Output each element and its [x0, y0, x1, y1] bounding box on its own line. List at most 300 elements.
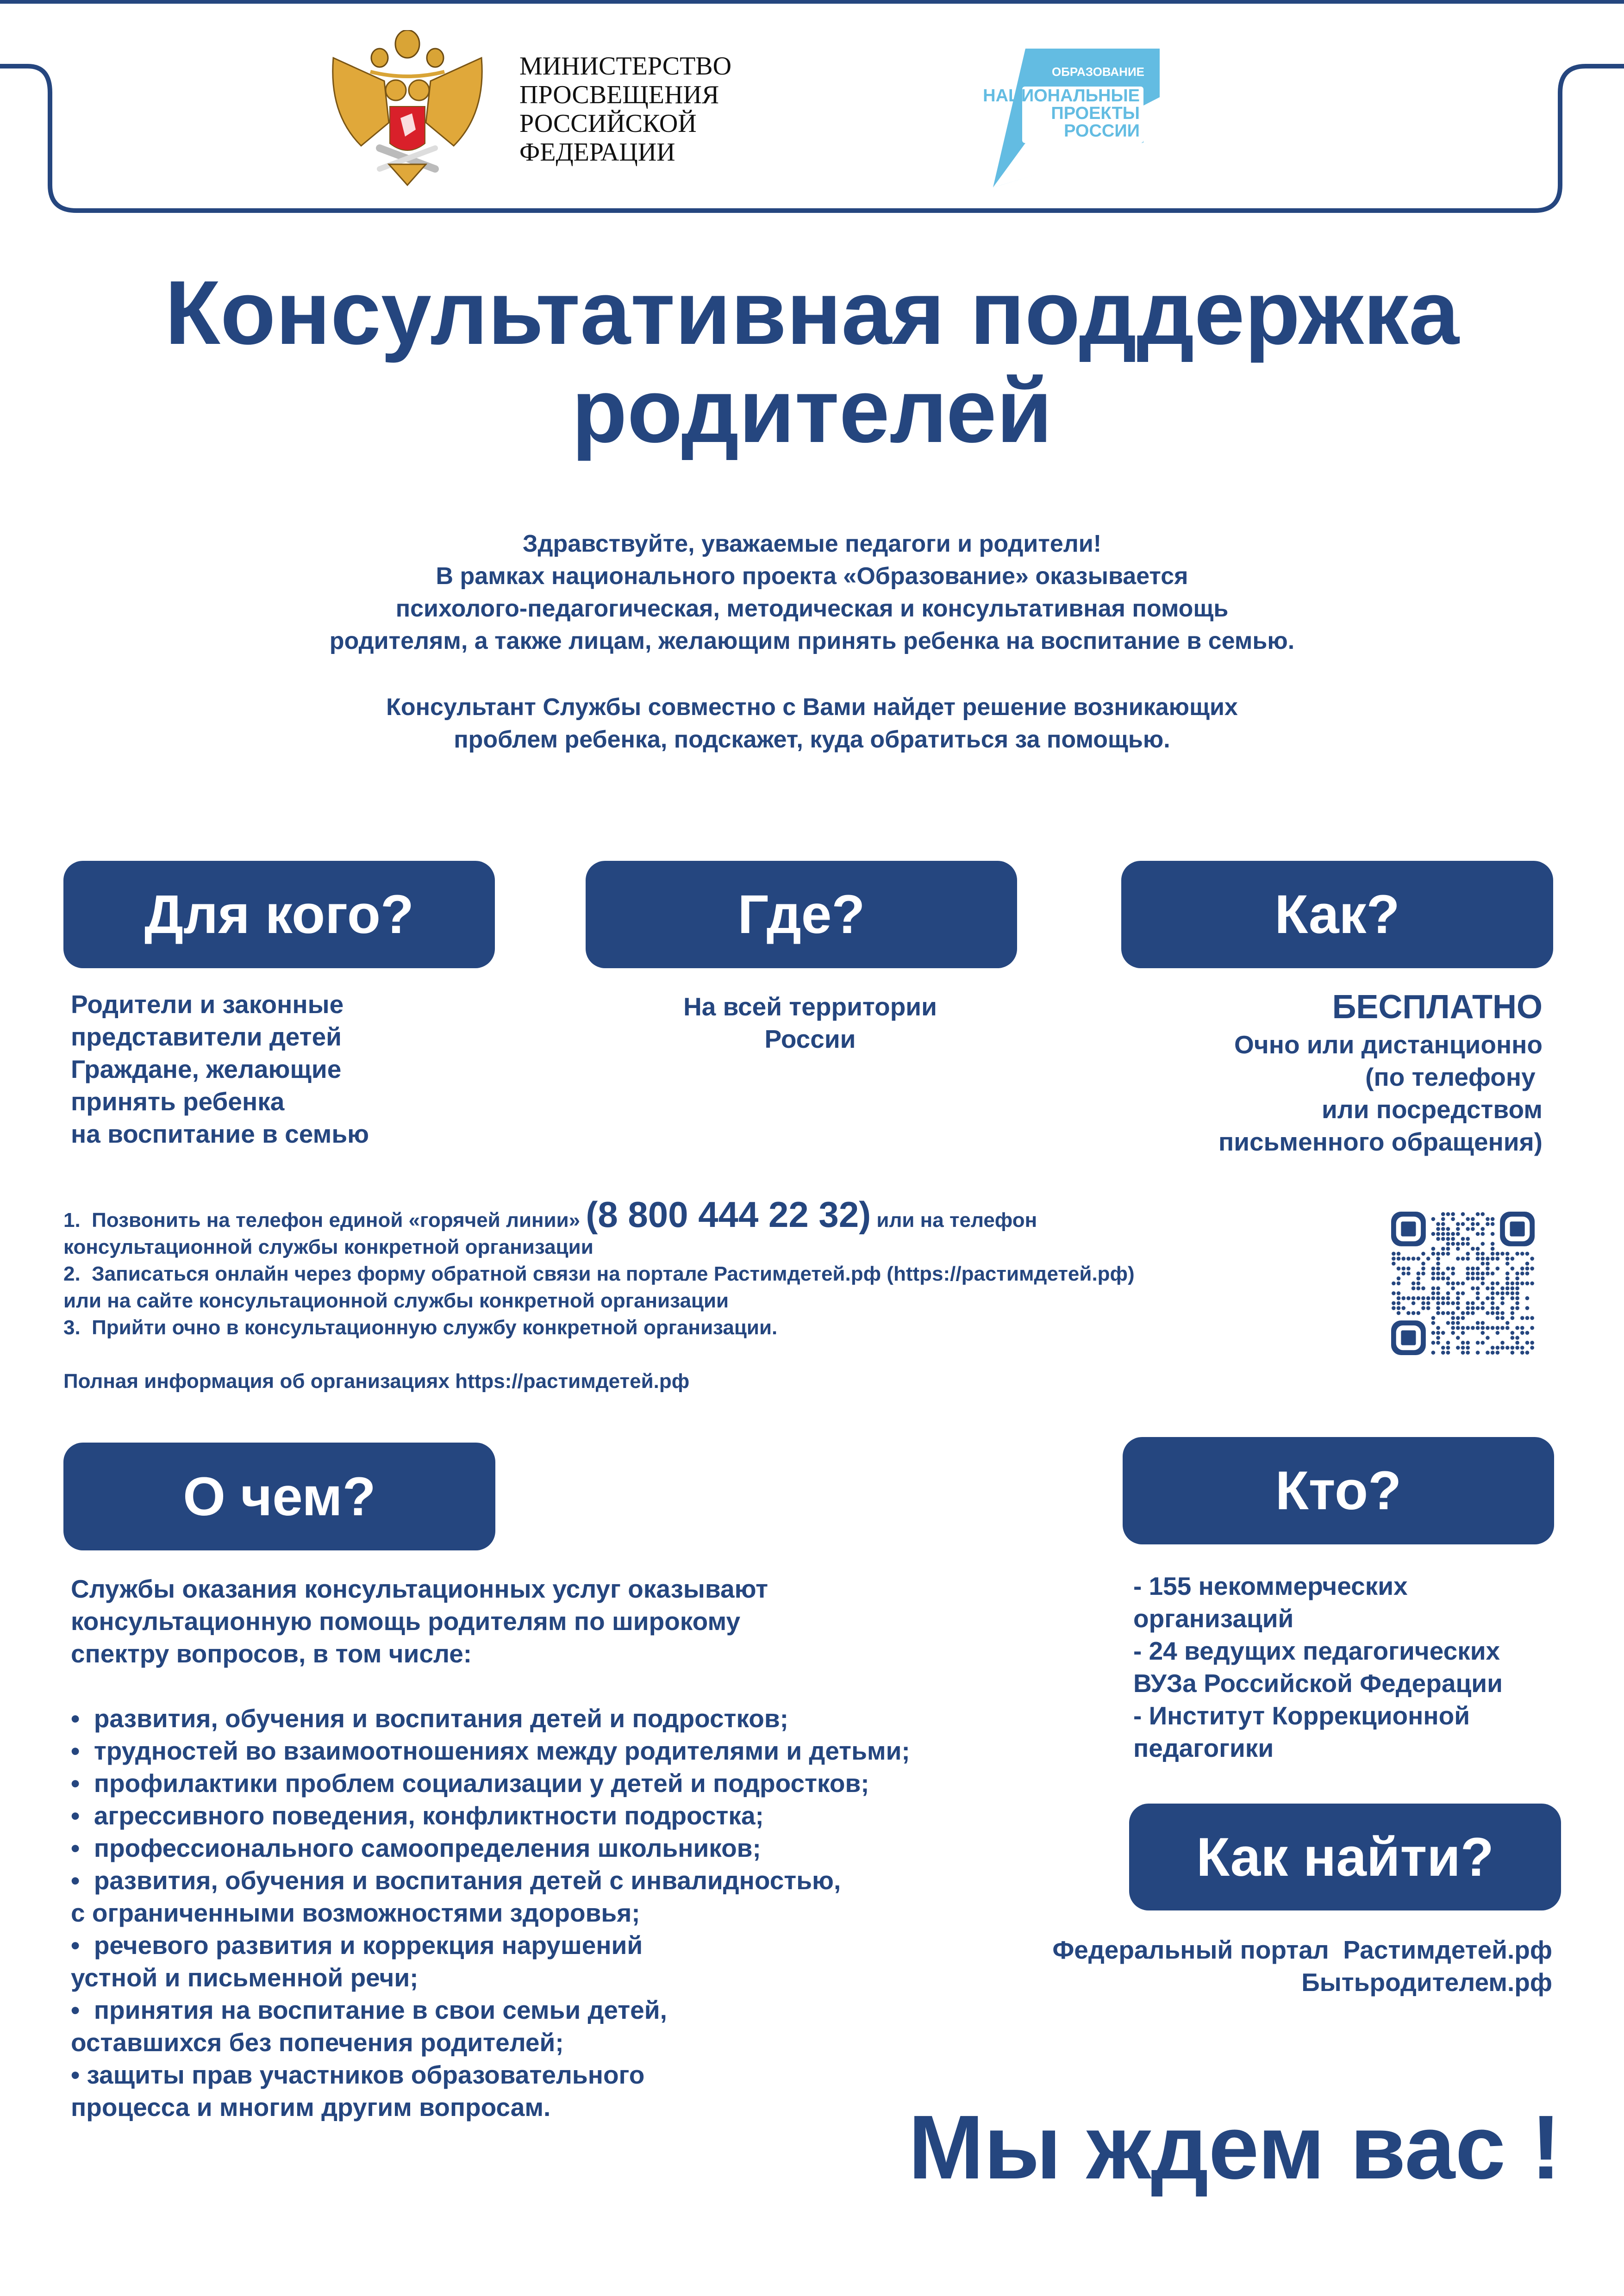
where-text	[586, 990, 1035, 1055]
qr-module	[1431, 1296, 1436, 1300]
qr-module	[1500, 1316, 1505, 1320]
qr-module	[1446, 1291, 1450, 1295]
qr-module	[1417, 1276, 1421, 1281]
contact-item-2: 2. Записаться онлайн через форму обратной связи на портале Растимдетей.рф (https://растимдетей.рф)	[63, 1263, 1135, 1285]
qr-module	[1397, 1306, 1401, 1310]
qr-module	[1476, 1291, 1480, 1295]
qr-module	[1441, 1301, 1445, 1305]
qr-module	[1451, 1301, 1455, 1305]
qr-module	[1500, 1326, 1505, 1330]
qr-module	[1486, 1267, 1490, 1271]
qr-module	[1397, 1301, 1401, 1305]
qr-module	[1401, 1267, 1405, 1271]
qr-module	[1461, 1282, 1465, 1286]
about-intro-line: Службы оказания консультационных услуг оказывают	[71, 1574, 768, 1603]
qr-module	[1431, 1232, 1436, 1236]
qr-module	[1511, 1346, 1515, 1350]
qr-module	[1466, 1346, 1470, 1350]
qr-module	[1406, 1271, 1411, 1276]
qr-module	[1496, 1331, 1500, 1335]
qr-module	[1446, 1267, 1450, 1271]
qr-module	[1530, 1257, 1534, 1261]
qr-module	[1446, 1252, 1450, 1256]
heading-how	[1121, 861, 1553, 968]
qr-module	[1476, 1306, 1480, 1310]
qr-module	[1515, 1282, 1519, 1286]
page-title-line: родителей	[571, 360, 1053, 461]
qr-module	[1436, 1227, 1440, 1231]
who-line: - 24 ведущих педагогических	[1133, 1636, 1500, 1665]
heading-about-label: О чем?	[183, 1466, 376, 1527]
qr-module	[1441, 1232, 1445, 1236]
about-bullet: • агрессивного поведения, конфликтности подростка;	[71, 1801, 764, 1830]
qr-module	[1505, 1271, 1510, 1276]
qr-module	[1480, 1341, 1485, 1345]
about-bullet: • трудностей во взаимоотношениях между родителями и детьми;	[71, 1736, 910, 1765]
np-logo-text	[972, 87, 1140, 140]
qr-module	[1461, 1346, 1465, 1350]
qr-module	[1466, 1252, 1470, 1256]
qr-module	[1480, 1301, 1485, 1305]
for-whom-line: представители детей	[71, 1022, 342, 1051]
qr-module	[1511, 1306, 1515, 1310]
qr-module	[1515, 1341, 1519, 1345]
qr-module	[1511, 1331, 1515, 1335]
qr-module	[1500, 1341, 1505, 1345]
qr-module	[1480, 1306, 1485, 1310]
how-line: (по телефону	[1365, 1063, 1543, 1091]
qr-module	[1491, 1306, 1495, 1310]
qr-module	[1491, 1326, 1495, 1330]
qr-module	[1451, 1316, 1455, 1320]
hotline-phone[interactable]: (8 800 444 22 32)	[586, 1194, 871, 1235]
ministry-line: МИНИСТЕРСТВО	[519, 52, 732, 81]
qr-module	[1466, 1276, 1470, 1281]
qr-module	[1476, 1286, 1480, 1290]
qr-module	[1505, 1321, 1510, 1325]
qr-module	[1392, 1252, 1396, 1256]
qr-module	[1431, 1271, 1436, 1276]
qr-module	[1456, 1306, 1460, 1310]
qr-module	[1421, 1296, 1425, 1300]
qr-module	[1486, 1311, 1490, 1315]
where-line: На всей территории	[683, 992, 937, 1021]
qr-module	[1456, 1346, 1460, 1350]
qr-module	[1441, 1271, 1445, 1276]
qr-module	[1491, 1311, 1495, 1315]
qr-module	[1466, 1341, 1470, 1345]
qr-module	[1471, 1217, 1475, 1221]
about-bullet: оставшихся без попечения родителей;	[71, 2028, 564, 2057]
for-whom-line: Родители и законные	[71, 990, 344, 1019]
qr-module	[1515, 1326, 1519, 1330]
qr-module	[1515, 1346, 1519, 1350]
qr-module	[1426, 1296, 1430, 1300]
qr-module	[1491, 1271, 1495, 1276]
for-whom-line: принять ребенка	[71, 1087, 285, 1116]
qr-module	[1431, 1276, 1436, 1281]
page-title	[0, 264, 1624, 460]
qr-module	[1500, 1291, 1505, 1295]
qr-module	[1476, 1222, 1480, 1226]
qr-module	[1412, 1282, 1416, 1286]
qr-module	[1496, 1252, 1500, 1256]
qr-module	[1486, 1262, 1490, 1266]
qr-module	[1441, 1252, 1445, 1256]
qr-module	[1461, 1222, 1465, 1226]
heading-who	[1123, 1437, 1554, 1544]
np-logo-top-label: ОБРАЗОВАНИЕ	[1052, 65, 1144, 79]
contact-item-1-line2: консультационной службы конкретной организации	[63, 1236, 593, 1258]
qr-module	[1471, 1276, 1475, 1281]
qr-module	[1446, 1237, 1450, 1241]
qr-module	[1441, 1222, 1445, 1226]
intro-line: родителям, а также лицам, желающим принять ребенка на воспитание в семью.	[329, 628, 1295, 654]
qr-module	[1505, 1276, 1510, 1281]
about-text	[71, 1573, 910, 2123]
qr-module	[1471, 1222, 1475, 1226]
qr-module	[1441, 1350, 1445, 1355]
qr-module	[1505, 1291, 1510, 1295]
qr-module	[1486, 1336, 1490, 1340]
qr-module	[1397, 1267, 1401, 1271]
qr-module	[1486, 1222, 1490, 1226]
qr-module	[1515, 1286, 1519, 1290]
qr-module	[1412, 1286, 1416, 1290]
about-intro-line: консультационную помощь родителям по широкому	[71, 1607, 741, 1636]
qr-module	[1515, 1252, 1519, 1256]
for-whom-line: на воспитание в семью	[71, 1120, 369, 1148]
qr-module	[1401, 1296, 1405, 1300]
qr-module	[1466, 1237, 1470, 1241]
heading-for-whom	[63, 861, 495, 968]
qr-module	[1441, 1296, 1445, 1300]
qr-module	[1436, 1336, 1440, 1340]
qr-module	[1417, 1271, 1421, 1276]
qr-module	[1446, 1296, 1450, 1300]
who-text	[1133, 1570, 1503, 1764]
qr-module	[1500, 1301, 1505, 1305]
qr-module	[1436, 1271, 1440, 1276]
np-logo-line: РОССИИ	[1064, 121, 1140, 141]
qr-module	[1471, 1286, 1475, 1290]
qr-module	[1431, 1291, 1436, 1295]
qr-module	[1446, 1321, 1450, 1325]
qr-module	[1500, 1252, 1505, 1256]
about-bullet: • профилактики проблем социализации у детей и подростков;	[71, 1769, 869, 1798]
qr-module	[1446, 1346, 1450, 1350]
how-line: Очно или дистанционно	[1234, 1030, 1543, 1059]
qr-module	[1520, 1331, 1524, 1335]
qr-module	[1451, 1282, 1455, 1286]
emblem-icon	[310, 30, 505, 187]
about-bullet: с ограниченными возможностями здоровья;	[71, 1898, 640, 1927]
qr-module	[1436, 1237, 1440, 1241]
qr-module	[1486, 1217, 1490, 1221]
qr-module	[1476, 1296, 1480, 1300]
qr-module	[1505, 1286, 1510, 1290]
qr-module	[1491, 1301, 1495, 1305]
qr-module	[1511, 1291, 1515, 1295]
about-bullet: • речевого развития и коррекция нарушений	[71, 1931, 643, 1960]
how-line: или посредством	[1321, 1095, 1543, 1124]
qr-module	[1456, 1247, 1460, 1251]
qr-module	[1480, 1242, 1485, 1246]
byt-roditelem-link[interactable]: Бытьродителем.рф	[1301, 1968, 1552, 1997]
qr-module	[1441, 1346, 1445, 1350]
qr-module	[1431, 1217, 1436, 1221]
qr-module	[1431, 1321, 1436, 1325]
qr-module	[1511, 1286, 1515, 1290]
qr-module	[1471, 1306, 1475, 1310]
qr-module	[1421, 1286, 1425, 1290]
qr-module	[1401, 1306, 1405, 1310]
qr-module	[1496, 1316, 1500, 1320]
qr-module	[1511, 1311, 1515, 1315]
qr-module	[1476, 1232, 1480, 1236]
header-frame	[0, 0, 1624, 222]
qr-finder-inner	[1510, 1221, 1525, 1236]
qr-module	[1431, 1252, 1436, 1256]
qr-module	[1505, 1326, 1510, 1330]
qr-module	[1461, 1331, 1465, 1335]
for-whom-text	[71, 988, 369, 1150]
qr-module	[1392, 1301, 1396, 1305]
qr-module	[1496, 1311, 1500, 1315]
qr-module	[1520, 1346, 1524, 1350]
qr-module	[1397, 1276, 1401, 1281]
np-logo-line: НАЦИОНАЛЬНЫЕ	[983, 86, 1140, 106]
qr-module	[1397, 1291, 1401, 1295]
qr-module	[1511, 1257, 1515, 1261]
about-bullet: • развития, обучения и воспитания детей и подростков;	[71, 1704, 788, 1733]
qr-module	[1441, 1276, 1445, 1281]
qr-module	[1412, 1311, 1416, 1315]
qr-module	[1446, 1282, 1450, 1286]
qr-module	[1491, 1222, 1495, 1226]
qr-module	[1451, 1321, 1455, 1325]
qr-module	[1451, 1331, 1455, 1335]
qr-module	[1471, 1311, 1475, 1315]
qr-module	[1525, 1331, 1530, 1335]
qr-module	[1466, 1217, 1470, 1221]
qr-module	[1486, 1286, 1490, 1290]
qr-module	[1466, 1271, 1470, 1276]
qr-module	[1436, 1306, 1440, 1310]
qr-module	[1446, 1341, 1450, 1345]
qr-module	[1491, 1232, 1495, 1236]
heading-find-label: Как найти?	[1196, 1826, 1494, 1888]
qr-module	[1431, 1267, 1436, 1271]
qr-module	[1500, 1311, 1505, 1315]
qr-module	[1421, 1301, 1425, 1305]
who-line: организаций	[1133, 1604, 1294, 1633]
qr-module	[1496, 1346, 1500, 1350]
qr-module	[1417, 1282, 1421, 1286]
qr-module	[1456, 1257, 1460, 1261]
contact-item-1	[63, 1194, 1135, 1235]
qr-module	[1520, 1267, 1524, 1271]
qr-module	[1525, 1267, 1530, 1271]
qr-module	[1431, 1286, 1436, 1290]
qr-module	[1436, 1341, 1440, 1345]
qr-module	[1461, 1257, 1465, 1261]
qr-code-icon[interactable]	[1391, 1212, 1535, 1355]
qr-module	[1392, 1282, 1396, 1286]
intro-text	[0, 528, 1624, 756]
qr-module	[1476, 1212, 1480, 1216]
qr-module	[1496, 1267, 1500, 1271]
ministry-name	[519, 52, 731, 167]
qr-module	[1441, 1247, 1445, 1251]
qr-module	[1486, 1257, 1490, 1261]
qr-module	[1421, 1306, 1425, 1310]
national-projects-logo	[972, 37, 1167, 190]
qr-module	[1412, 1296, 1416, 1300]
qr-module	[1491, 1291, 1495, 1295]
qr-module	[1486, 1350, 1490, 1355]
qr-module	[1436, 1262, 1440, 1266]
qr-module	[1491, 1296, 1495, 1300]
qr-module	[1421, 1271, 1425, 1276]
qr-module	[1480, 1271, 1485, 1276]
qr-module	[1451, 1326, 1455, 1330]
qr-module	[1515, 1291, 1519, 1295]
qr-module	[1471, 1267, 1475, 1271]
qr-module	[1446, 1301, 1450, 1305]
qr-module	[1441, 1212, 1445, 1216]
qr-module	[1417, 1311, 1421, 1315]
qr-module	[1515, 1296, 1519, 1300]
qr-module	[1480, 1262, 1485, 1266]
qr-module	[1426, 1257, 1430, 1261]
qr-module	[1436, 1291, 1440, 1295]
ministry-line: ФЕДЕРАЦИИ	[519, 138, 675, 167]
qr-module	[1461, 1350, 1465, 1355]
qr-module	[1451, 1267, 1455, 1271]
find-text	[926, 1934, 1552, 1998]
qr-module	[1397, 1282, 1401, 1286]
qr-module	[1476, 1321, 1480, 1325]
heading-how-label: Как?	[1274, 884, 1400, 945]
qr-module	[1520, 1271, 1524, 1276]
who-line: - Институт Коррекционной	[1133, 1701, 1470, 1730]
qr-module	[1461, 1341, 1465, 1345]
qr-module	[1456, 1282, 1460, 1286]
heading-find	[1129, 1804, 1561, 1910]
qr-module	[1466, 1257, 1470, 1261]
qr-module	[1471, 1227, 1475, 1231]
qr-module	[1417, 1257, 1421, 1261]
qr-module	[1505, 1346, 1510, 1350]
qr-module	[1401, 1257, 1405, 1261]
qr-module	[1500, 1346, 1505, 1350]
full-info-link[interactable]: Полная информация об организациях https://растимдетей.рф	[63, 1370, 690, 1393]
qr-module	[1456, 1321, 1460, 1325]
qr-module	[1476, 1271, 1480, 1276]
about-intro-line: спектру вопросов, в том числе:	[71, 1639, 472, 1668]
qr-module	[1406, 1296, 1411, 1300]
qr-module	[1446, 1350, 1450, 1355]
qr-module	[1530, 1341, 1534, 1345]
qr-module	[1392, 1306, 1396, 1310]
qr-module	[1466, 1326, 1470, 1330]
qr-module	[1466, 1311, 1470, 1315]
qr-module	[1451, 1232, 1455, 1236]
qr-module	[1392, 1291, 1396, 1295]
qr-module	[1456, 1227, 1460, 1231]
qr-module	[1525, 1271, 1530, 1276]
qr-module	[1431, 1350, 1436, 1355]
federal-portal-link[interactable]: Федеральный портал Растимдетей.рф	[1052, 1935, 1552, 1964]
about-bullet: процесса и многим другим вопросам.	[71, 2093, 551, 2122]
qr-module	[1446, 1227, 1450, 1231]
qr-module	[1500, 1296, 1505, 1300]
qr-module	[1412, 1257, 1416, 1261]
qr-module	[1441, 1227, 1445, 1231]
qr-module	[1456, 1242, 1460, 1246]
qr-module	[1525, 1296, 1530, 1300]
qr-module	[1406, 1311, 1411, 1315]
qr-module	[1456, 1296, 1460, 1300]
qr-module	[1436, 1296, 1440, 1300]
qr-module	[1451, 1237, 1455, 1241]
contact-item-1-suffix: или на телефон	[871, 1209, 1037, 1232]
qr-module	[1471, 1271, 1475, 1276]
qr-module	[1491, 1217, 1495, 1221]
qr-module	[1456, 1316, 1460, 1320]
qr-module	[1515, 1306, 1519, 1310]
qr-module	[1530, 1267, 1534, 1271]
qr-module	[1486, 1271, 1490, 1276]
qr-module	[1486, 1296, 1490, 1300]
qr-module	[1451, 1217, 1455, 1221]
intro-line: Здравствуйте, уважаемые педагоги и родители!	[522, 530, 1102, 557]
qr-module	[1426, 1306, 1430, 1310]
qr-module	[1515, 1336, 1519, 1340]
qr-module	[1431, 1247, 1436, 1251]
qr-module	[1441, 1217, 1445, 1221]
qr-module	[1466, 1301, 1470, 1305]
about-bullet: • развития, обучения и воспитания детей с инвалидностью,	[71, 1866, 841, 1895]
qr-module	[1520, 1282, 1524, 1286]
qr-module	[1446, 1247, 1450, 1251]
qr-module	[1466, 1242, 1470, 1246]
heading-where	[586, 861, 1017, 968]
intro-line: Консультант Службы совместно с Вами найдет решение возникающих	[386, 694, 1238, 721]
qr-module	[1431, 1341, 1436, 1345]
qr-module	[1471, 1301, 1475, 1305]
qr-module	[1466, 1267, 1470, 1271]
qr-module	[1461, 1316, 1465, 1320]
closing-text: Мы ждем вас !	[908, 2097, 1561, 2198]
qr-module	[1446, 1311, 1450, 1315]
qr-module	[1511, 1336, 1515, 1340]
about-bullet: • защиты прав участников образовательного	[71, 2060, 645, 2089]
qr-module	[1525, 1341, 1530, 1345]
qr-module	[1417, 1286, 1421, 1290]
ministry-line: РОССИЙСКОЙ	[519, 109, 697, 138]
qr-module	[1461, 1326, 1465, 1330]
how-line: письменного обращения)	[1218, 1127, 1543, 1156]
about-bullet: устной и письменной речи;	[71, 1963, 418, 1992]
qr-module	[1431, 1316, 1436, 1320]
qr-module	[1491, 1242, 1495, 1246]
qr-module	[1491, 1257, 1495, 1261]
qr-module	[1476, 1267, 1480, 1271]
qr-module	[1496, 1282, 1500, 1286]
qr-module	[1392, 1262, 1396, 1266]
